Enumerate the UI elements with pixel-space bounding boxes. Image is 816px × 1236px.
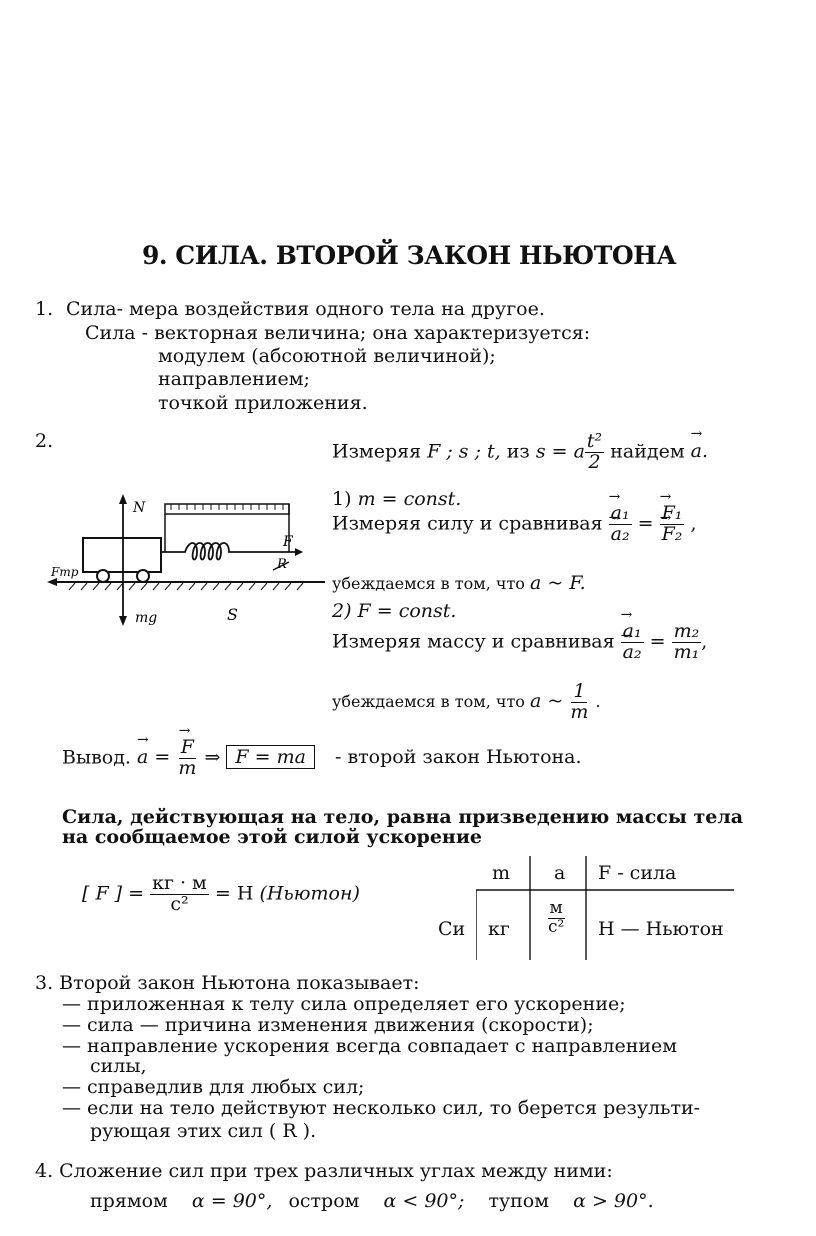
a1-second: → a₁ [621, 622, 644, 643]
section-4-head: 4. Сложение сил при трех различных углах между ними: [35, 1160, 613, 1182]
table-header-f: F - сила [598, 862, 677, 884]
a2-second: → a₂ [621, 643, 644, 663]
m2-over-m1 [672, 622, 702, 663]
obtuse-angle-eq: α > 90°. [573, 1190, 654, 1212]
newton-law-box: F = ma [226, 745, 315, 769]
m1: m₁ [673, 640, 700, 663]
case-2: 2) F = const. [332, 600, 457, 622]
from-word: из [506, 440, 530, 463]
normal-arrowhead [119, 494, 127, 504]
conclusion-label: Вывод. [62, 746, 131, 769]
statement-line-2: на сообщаемое этой силой ускорение [62, 826, 483, 848]
friction-arrowhead [47, 578, 57, 586]
mass-compare-line: Измеряя массу и сравнивая → a₁ → a₂ = $\frac{\text{m₂}}{\text{m₁}}$ , [332, 622, 707, 663]
units-lhs: [ F ] = [82, 882, 145, 905]
ruler-ticks [171, 504, 283, 510]
acute-angle-eq: α < 90°; [383, 1190, 465, 1212]
units-num: кг · м [152, 872, 207, 894]
conclusion-f: → F [179, 738, 196, 759]
implies-arrow: ⇒ [204, 746, 221, 769]
mass-compare-text: Измеряя массу и сравнивая [332, 630, 615, 653]
section-1-line-4: направлением; [158, 368, 310, 390]
section-1-line-5: точкой приложения. [158, 392, 368, 414]
label-ftr: Fтр [51, 565, 79, 579]
section-1-number: 1. [35, 298, 54, 320]
forces-diagram [45, 490, 330, 630]
gravity-arrowhead [119, 616, 127, 626]
table-acc-fraction [546, 900, 566, 937]
units-name: (Ньютон) [259, 882, 360, 905]
section-4-right [90, 1190, 654, 1212]
section-1-line-2: Сила - векторная величина; она характеризуется: [85, 322, 591, 344]
a-vector: → a. [691, 440, 708, 462]
section-3-item-5: — если на тело действуют несколько сил, то берется результи- [62, 1097, 701, 1119]
f2: → F₂ [660, 525, 685, 545]
a2: → a₂ [609, 525, 632, 545]
page-title: 9. СИЛА. ВТОРОЙ ЗАКОН НЬЮТОНА [142, 241, 677, 270]
cart-body [83, 538, 161, 572]
spring [161, 543, 259, 560]
right-angle-eq: α = 90°, [191, 1190, 273, 1212]
conclusion-tail: - второй закон Ньютона. [334, 746, 582, 769]
conclude-2-text: убеждаемся в том, что [332, 691, 525, 711]
label-r: R [277, 557, 287, 572]
relation-1: a ~ F. [530, 572, 586, 594]
section-2-number: 2. [35, 430, 54, 452]
force-compare-line: Измеряя силу и сравнивая → a₁ → a₂ = → F₁ → F₂ , [332, 504, 697, 545]
case-1-equation: m = const. [357, 488, 462, 510]
label-f: F [283, 534, 293, 550]
section-3-item-3: — направление ускорения всегда совпадает с направлением [62, 1035, 678, 1057]
m-denominator: m [570, 700, 589, 723]
statement-line-1: Сила, действующая на тело, равна призведению массы тела [62, 806, 744, 828]
units-formula [82, 874, 360, 915]
conclude-1-line [332, 572, 586, 594]
section-3-item-1: — приложенная к телу сила определяет его ускорение; [62, 993, 626, 1015]
force-compare-text: Измеряя силу и сравнивая [332, 512, 603, 535]
a1: → a₁ [609, 504, 632, 525]
right-angle-label: прямом [90, 1190, 168, 1212]
table-cell-acc [546, 900, 566, 937]
table-cell-newton: Н — Ньютон [598, 918, 724, 940]
table-row-label: Си [438, 918, 466, 940]
table-cell-kg: кг [488, 918, 510, 940]
table-acc-den: с² [548, 916, 565, 937]
section-3-item-4: — справедлив для любых сил; [62, 1076, 365, 1098]
find-word: найдем [610, 440, 685, 463]
one-over-m [568, 682, 590, 723]
t2-over-2 [585, 432, 604, 473]
force-f-arrowhead [295, 548, 303, 556]
label-n: N [133, 500, 146, 516]
section-3-item-2: — сила — причина изменения движения (скорости); [62, 1014, 594, 1036]
one: 1 [573, 680, 586, 702]
section-1-line-3: модулем (абсоютной величиной); [158, 345, 496, 367]
a1-over-a2-second [621, 622, 644, 663]
section-3-item-3-cont: силы, [90, 1055, 147, 1077]
obtuse-angle-label: тупом [488, 1190, 550, 1212]
m2: m₂ [673, 620, 700, 642]
acute-angle-label: остром [288, 1190, 360, 1212]
measure-line [332, 432, 708, 473]
conclude-1-text: убеждаемся в том, что [332, 574, 525, 593]
section-3-item-5-cont: рующая этих сил ( R ). [90, 1120, 317, 1142]
table-header-a: a [554, 862, 566, 884]
f-over-m [176, 738, 198, 779]
relation-2: a ~ [530, 689, 564, 712]
ground-hatching [69, 583, 303, 590]
f1: → F₁ [660, 504, 685, 525]
label-mg: mg [135, 610, 158, 626]
conclusion-line [62, 738, 582, 779]
label-s: S [227, 605, 238, 624]
a1-over-a2 [609, 504, 632, 545]
cart-wheel-right [137, 570, 149, 582]
cart-wheel-left [97, 570, 109, 582]
conclusion-a-eq: → a = [137, 746, 170, 768]
units-den: с² [170, 892, 189, 915]
t-squared: t² [586, 430, 603, 452]
section-3-head: 3. Второй закон Ньютона показывает: [35, 972, 420, 994]
units-rhs: = Н [214, 882, 254, 905]
case-1-label: 1) [332, 488, 352, 510]
measure-vars: F ; s ; t, [427, 440, 501, 463]
f1-over-f2 [660, 504, 685, 545]
conclude-2-line: убеждаемся в том, что a ~ $\frac{1}{m}$ . [332, 680, 601, 723]
table-header-m: m [492, 862, 511, 884]
conclusion-m: m [178, 756, 197, 779]
table-acc-num: м [549, 898, 563, 918]
section-1-line-1: Сила- мера воздействия одного тела на другое. [66, 298, 545, 320]
s-equation: s = a [535, 440, 585, 463]
two: 2 [588, 450, 601, 473]
units-fraction [150, 874, 209, 915]
measure-prefix: Измеряя [332, 440, 422, 463]
